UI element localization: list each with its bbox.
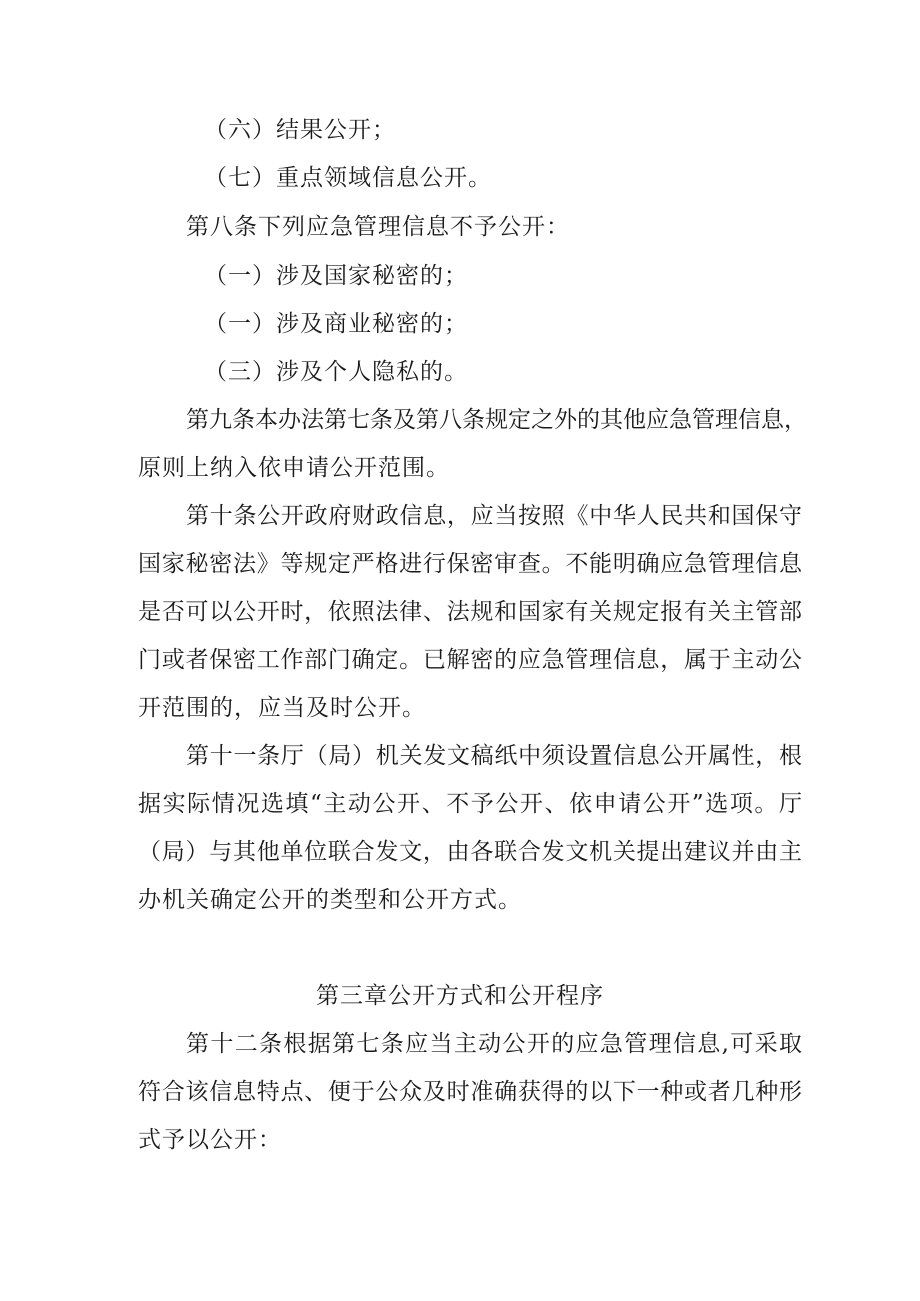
article-8-item-1: （一）涉及国家秘密的；: [204, 263, 468, 289]
article-12-line-3: 式予以公开：: [138, 1127, 282, 1153]
article-10-line-5: 开范围的，应当及时公开。: [138, 695, 426, 721]
article-11-line-3: （局）与其他单位联合发文，由各联合发文机关提出建议并由主: [138, 839, 802, 865]
article-12-line-2: 符合该信息特点、便于公众及时准确获得的以下一种或者几种形: [138, 1079, 802, 1105]
article-10-line-1: 第十条公开政府财政信息，应当按照《中华人民共和国保守: [186, 503, 802, 529]
article-11-line-2: 据实际情况选填“主动公开、不予公开、依申请公开”选项。厅: [138, 791, 802, 817]
article-8-item-3: （三）涉及个人隐私的。: [204, 359, 468, 385]
article-11-line-1: 第十一条厅（局）机关发文稿纸中须设置信息公开属性，根: [186, 743, 802, 769]
article-11-line-4: 办机关确定公开的类型和公开方式。: [138, 887, 522, 913]
article-12-line-1: 第十二条根据第七条应当主动公开的应急管理信息,可采取: [186, 1031, 802, 1057]
article-8-item-2: （一）涉及商业秘密的；: [204, 311, 468, 337]
article-8-heading: 第八条下列应急管理信息不予公开：: [186, 214, 570, 240]
article-9-line-2: 原则上纳入依申请公开范围。: [138, 455, 450, 481]
list-item-result-disclosure: （六）结果公开；: [204, 117, 396, 143]
article-10-line-3: 是否可以公开时，依照法律、法规和国家有关规定报有关主管部: [138, 599, 802, 625]
article-9-line-1: 第九条本办法第七条及第八条规定之外的其他应急管理信息，: [186, 407, 807, 433]
list-item-key-area-disclosure: （七）重点领域信息公开。: [204, 165, 492, 191]
article-10-line-4: 门或者保密工作部门确定。已解密的应急管理信息，属于主动公: [138, 647, 802, 673]
article-10-line-2: 国家秘密法》等规定严格进行保密审查。不能明确应急管理信息: [138, 551, 802, 577]
chapter-3-heading: 第三章公开方式和公开程序: [316, 983, 604, 1009]
